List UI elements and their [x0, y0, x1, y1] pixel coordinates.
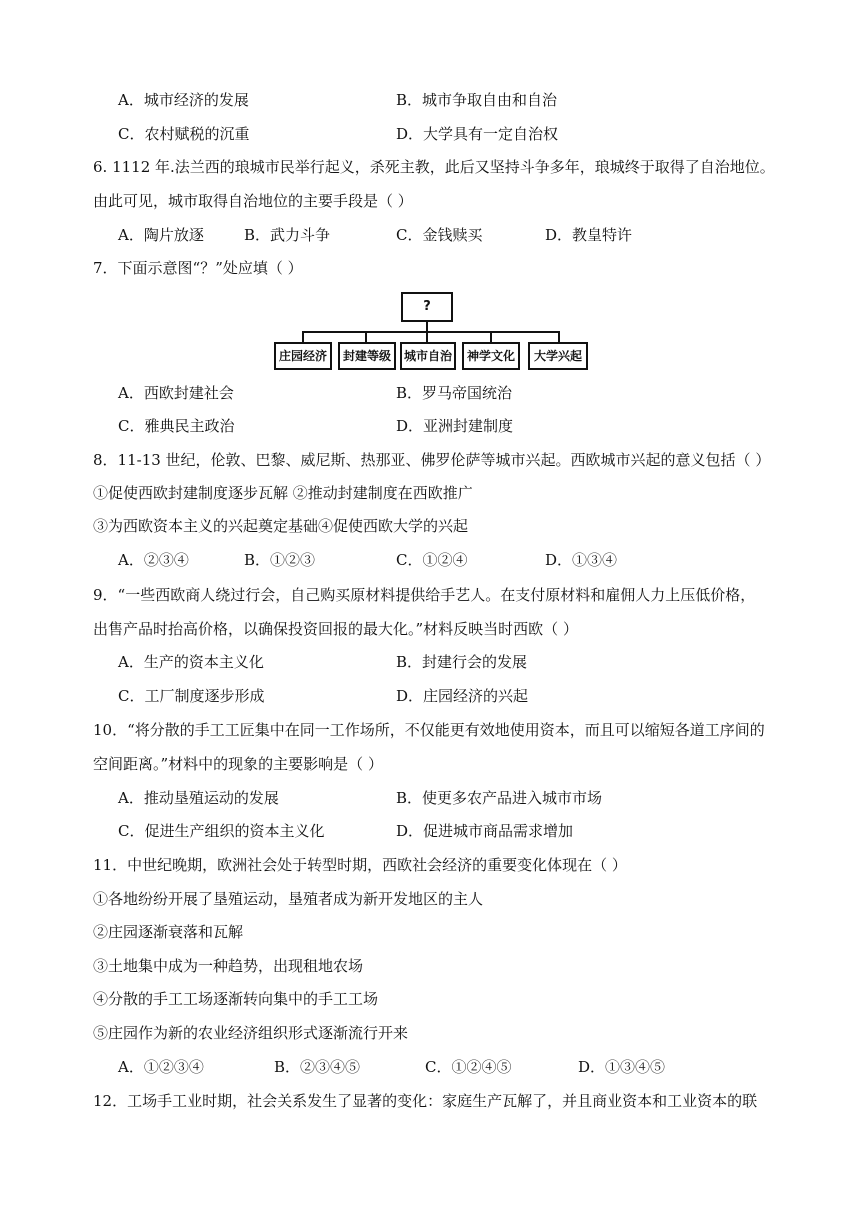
q6-option-b: B．武力斗争 — [244, 226, 331, 244]
concept-diagram — [270, 286, 590, 372]
diagram-box-university-rise: 大学兴起 — [528, 342, 588, 370]
q9-option-a: A．生产的资本主义化 — [118, 653, 264, 671]
diagram-box-city-autonomy: 城市自治 — [400, 342, 456, 370]
diagram-top-box: ? — [401, 292, 453, 322]
q11-item-5: ⑤庄园作为新的农业经济组织形式逐渐流行开来 — [93, 1024, 409, 1042]
q10-stem-line1: 10．“将分散的手工工匠集中在同一工作场所，不仅能更有效地使用资本，而且可以缩短各道工序间的 — [93, 721, 765, 739]
diagram-connector-horizontal — [302, 331, 558, 333]
q10-option-d: D．促进城市商品需求增加 — [396, 822, 574, 840]
q9-stem-line1: 9．“一些西欧商人绕过行会，自己购买原材料提供给手艺人。在支付原材料和雇佣人力上压低价格， — [93, 586, 756, 604]
q12-stem-line1: 12．工场手工业时期，社会关系发生了显著的变化：家庭生产瓦解了，并且商业资本和工业资本的联 — [93, 1092, 758, 1110]
q6-option-d: D．教皇特许 — [545, 226, 633, 244]
q5-option-a: A．城市经济的发展 — [118, 91, 249, 109]
q9-option-b: B．封建行会的发展 — [396, 653, 528, 671]
q11-item-2: ②庄园逐渐衰落和瓦解 — [93, 923, 244, 941]
q10-option-c: C．促进生产组织的资本主义化 — [118, 822, 325, 840]
q5-option-c: C．农村赋税的沉重 — [118, 125, 250, 143]
q6-stem-line2: 由此可见，城市取得自治地位的主要手段是（ ） — [93, 192, 413, 210]
q11-stem: 11．中世纪晚期，欧洲社会处于转型时期，西欧社会经济的重要变化体现在（ ） — [93, 856, 627, 874]
q9-option-c: C．工厂制度逐步形成 — [118, 687, 265, 705]
q10-option-b: B．使更多农产品进入城市市场 — [396, 789, 603, 807]
q11-item-4: ④分散的手工工场逐渐转向集中的手工工场 — [93, 990, 379, 1008]
diagram-box-manor-economy: 庄园经济 — [274, 342, 332, 370]
q11-item-3: ③土地集中成为一种趋势，出现租地农场 — [93, 957, 364, 975]
q9-stem-line2: 出售产品时抬高价格，以确保投资回报的最大化。”材料反映当时西欧（ ） — [93, 620, 578, 638]
q5-option-d: D．大学具有一定自治权 — [396, 125, 559, 143]
q6-option-c: C．金钱赎买 — [396, 226, 483, 244]
q8-option-a: A．②③④ — [118, 551, 189, 569]
q8-option-d: D．①③④ — [545, 551, 618, 569]
q11-option-b: B．②③④⑤ — [274, 1058, 361, 1076]
q6-option-a: A．陶片放逐 — [118, 226, 204, 244]
q11-item-1: ①各地纷纷开展了垦殖运动，垦殖者成为新开发地区的主人 — [93, 890, 484, 908]
q10-option-a: A．推动垦殖运动的发展 — [118, 789, 279, 807]
q7-option-a: A．西欧封建社会 — [118, 384, 234, 402]
q11-option-d: D．①③④⑤ — [578, 1058, 666, 1076]
q7-option-c: C．雅典民主政治 — [118, 417, 235, 435]
diagram-box-feudal-hierarchy: 封建等级 — [338, 342, 396, 370]
q7-stem: 7．下面示意图“？”处应填（ ） — [93, 259, 303, 277]
q10-stem-line2: 空间距离。”材料中的现象的主要影响是（ ） — [93, 755, 383, 773]
q8-stem: 8．11-13 世纪，伦敦、巴黎、威尼斯、热那亚、佛罗伦萨等城市兴起。西欧城市兴起的意义包括（ ） — [93, 451, 771, 469]
q7-option-d: D．亚洲封建制度 — [396, 417, 514, 435]
q8-items-3-4: ③为西欧资本主义的兴起奠定基础④促使西欧大学的兴起 — [93, 517, 469, 535]
q11-option-a: A．①②③④ — [118, 1058, 204, 1076]
q7-option-b: B．罗马帝国统治 — [396, 384, 513, 402]
q8-items-1-2: ①促使西欧封建制度逐步瓦解 ②推动封建制度在西欧推广 — [93, 484, 473, 502]
q11-option-c: C．①②④⑤ — [425, 1058, 512, 1076]
q9-option-d: D．庄园经济的兴起 — [396, 687, 529, 705]
q5-option-b: B．城市争取自由和自治 — [396, 91, 558, 109]
q8-option-c: C．①②④ — [396, 551, 468, 569]
q8-option-b: B．①②③ — [244, 551, 316, 569]
q6-stem-line1: 6. 1112 年.法兰西的琅城市民举行起义，杀死主教，此后又坚持斗争多年，琅城终于取得了自治地位。 — [93, 158, 775, 176]
diagram-box-theology-culture: 神学文化 — [462, 342, 520, 370]
